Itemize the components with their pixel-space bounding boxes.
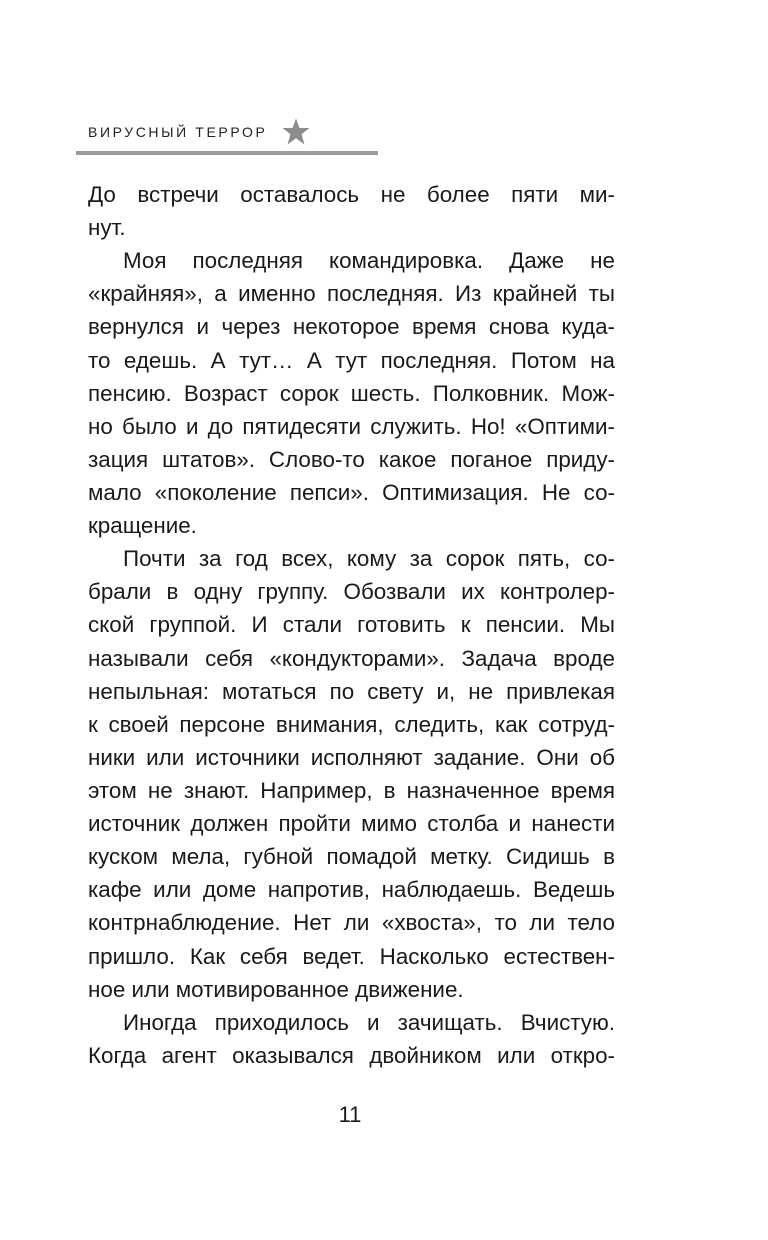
text-line: этом не знают. Например, в назначенное время: [88, 777, 615, 803]
text-line: нут.: [88, 215, 126, 241]
text-line: непыльная: мотаться по свету и, не привлекая: [88, 678, 615, 704]
header-rule: [76, 151, 378, 155]
text-line: ное или мотивированное движение.: [88, 976, 464, 1002]
text-line: к своей персоне внимания, следить, как сотруд-: [88, 711, 615, 737]
text-line: Моя последняя командировка. Даже не: [123, 248, 615, 274]
text-line: пришло. Как себя ведет. Насколько естествен-: [88, 943, 615, 969]
text-line: контрнаблюдение. Нет ли «хвоста», то ли тело: [88, 910, 615, 936]
text-line: но было и до пятидесяти служить. Но! «Оптими-: [88, 413, 615, 439]
text-line: вернулся и через некоторое время снова куда-: [88, 314, 615, 340]
text-line: то едешь. А тут… А тут последняя. Потом на: [88, 347, 615, 373]
star-icon: [281, 117, 311, 147]
text-line: зация штатов». Слово-то какое поганое приду-: [88, 446, 615, 472]
text-line: пенсию. Возраст сорок шесть. Полковник. Мож-: [88, 380, 615, 406]
text-line: Когда агент оказывался двойником или откро-: [88, 1042, 615, 1068]
text-line: источник должен пройти мимо столба и нанести: [88, 811, 615, 837]
text-line: кафе или доме напротив, наблюдаешь. Ведешь: [88, 877, 615, 903]
text-line: брали в одну группу. Обозвали их контролер-: [88, 579, 615, 605]
text-line: называли себя «кондукторами». Задача вроде: [88, 645, 615, 671]
running-title: ВИРУСНЫЙ ТЕРРОР: [88, 124, 268, 140]
text-line: Почти за год всех, кому за сорок пять, со-: [123, 546, 615, 572]
text-line: ники или источники исполняют задание. Они об: [88, 744, 615, 770]
text-line: куском мела, губной помадой метку. Сидишь в: [88, 844, 615, 870]
text-line: Иногда приходилось и зачищать. Вчистую.: [123, 1009, 615, 1035]
text-line: кращение.: [88, 513, 197, 539]
text-line: «крайняя», а именно последняя. Из крайней ты: [88, 281, 615, 307]
page-number: 11: [338, 1102, 362, 1127]
text-line: мало «поколение пепси». Оптимизация. Не со-: [88, 479, 615, 505]
running-head: [88, 116, 311, 148]
body-text: [88, 178, 615, 1072]
text-line: ской группой. И стали готовить к пенсии. Мы: [88, 612, 615, 638]
text-line: До встречи оставалось не более пяти ми-: [88, 182, 615, 207]
